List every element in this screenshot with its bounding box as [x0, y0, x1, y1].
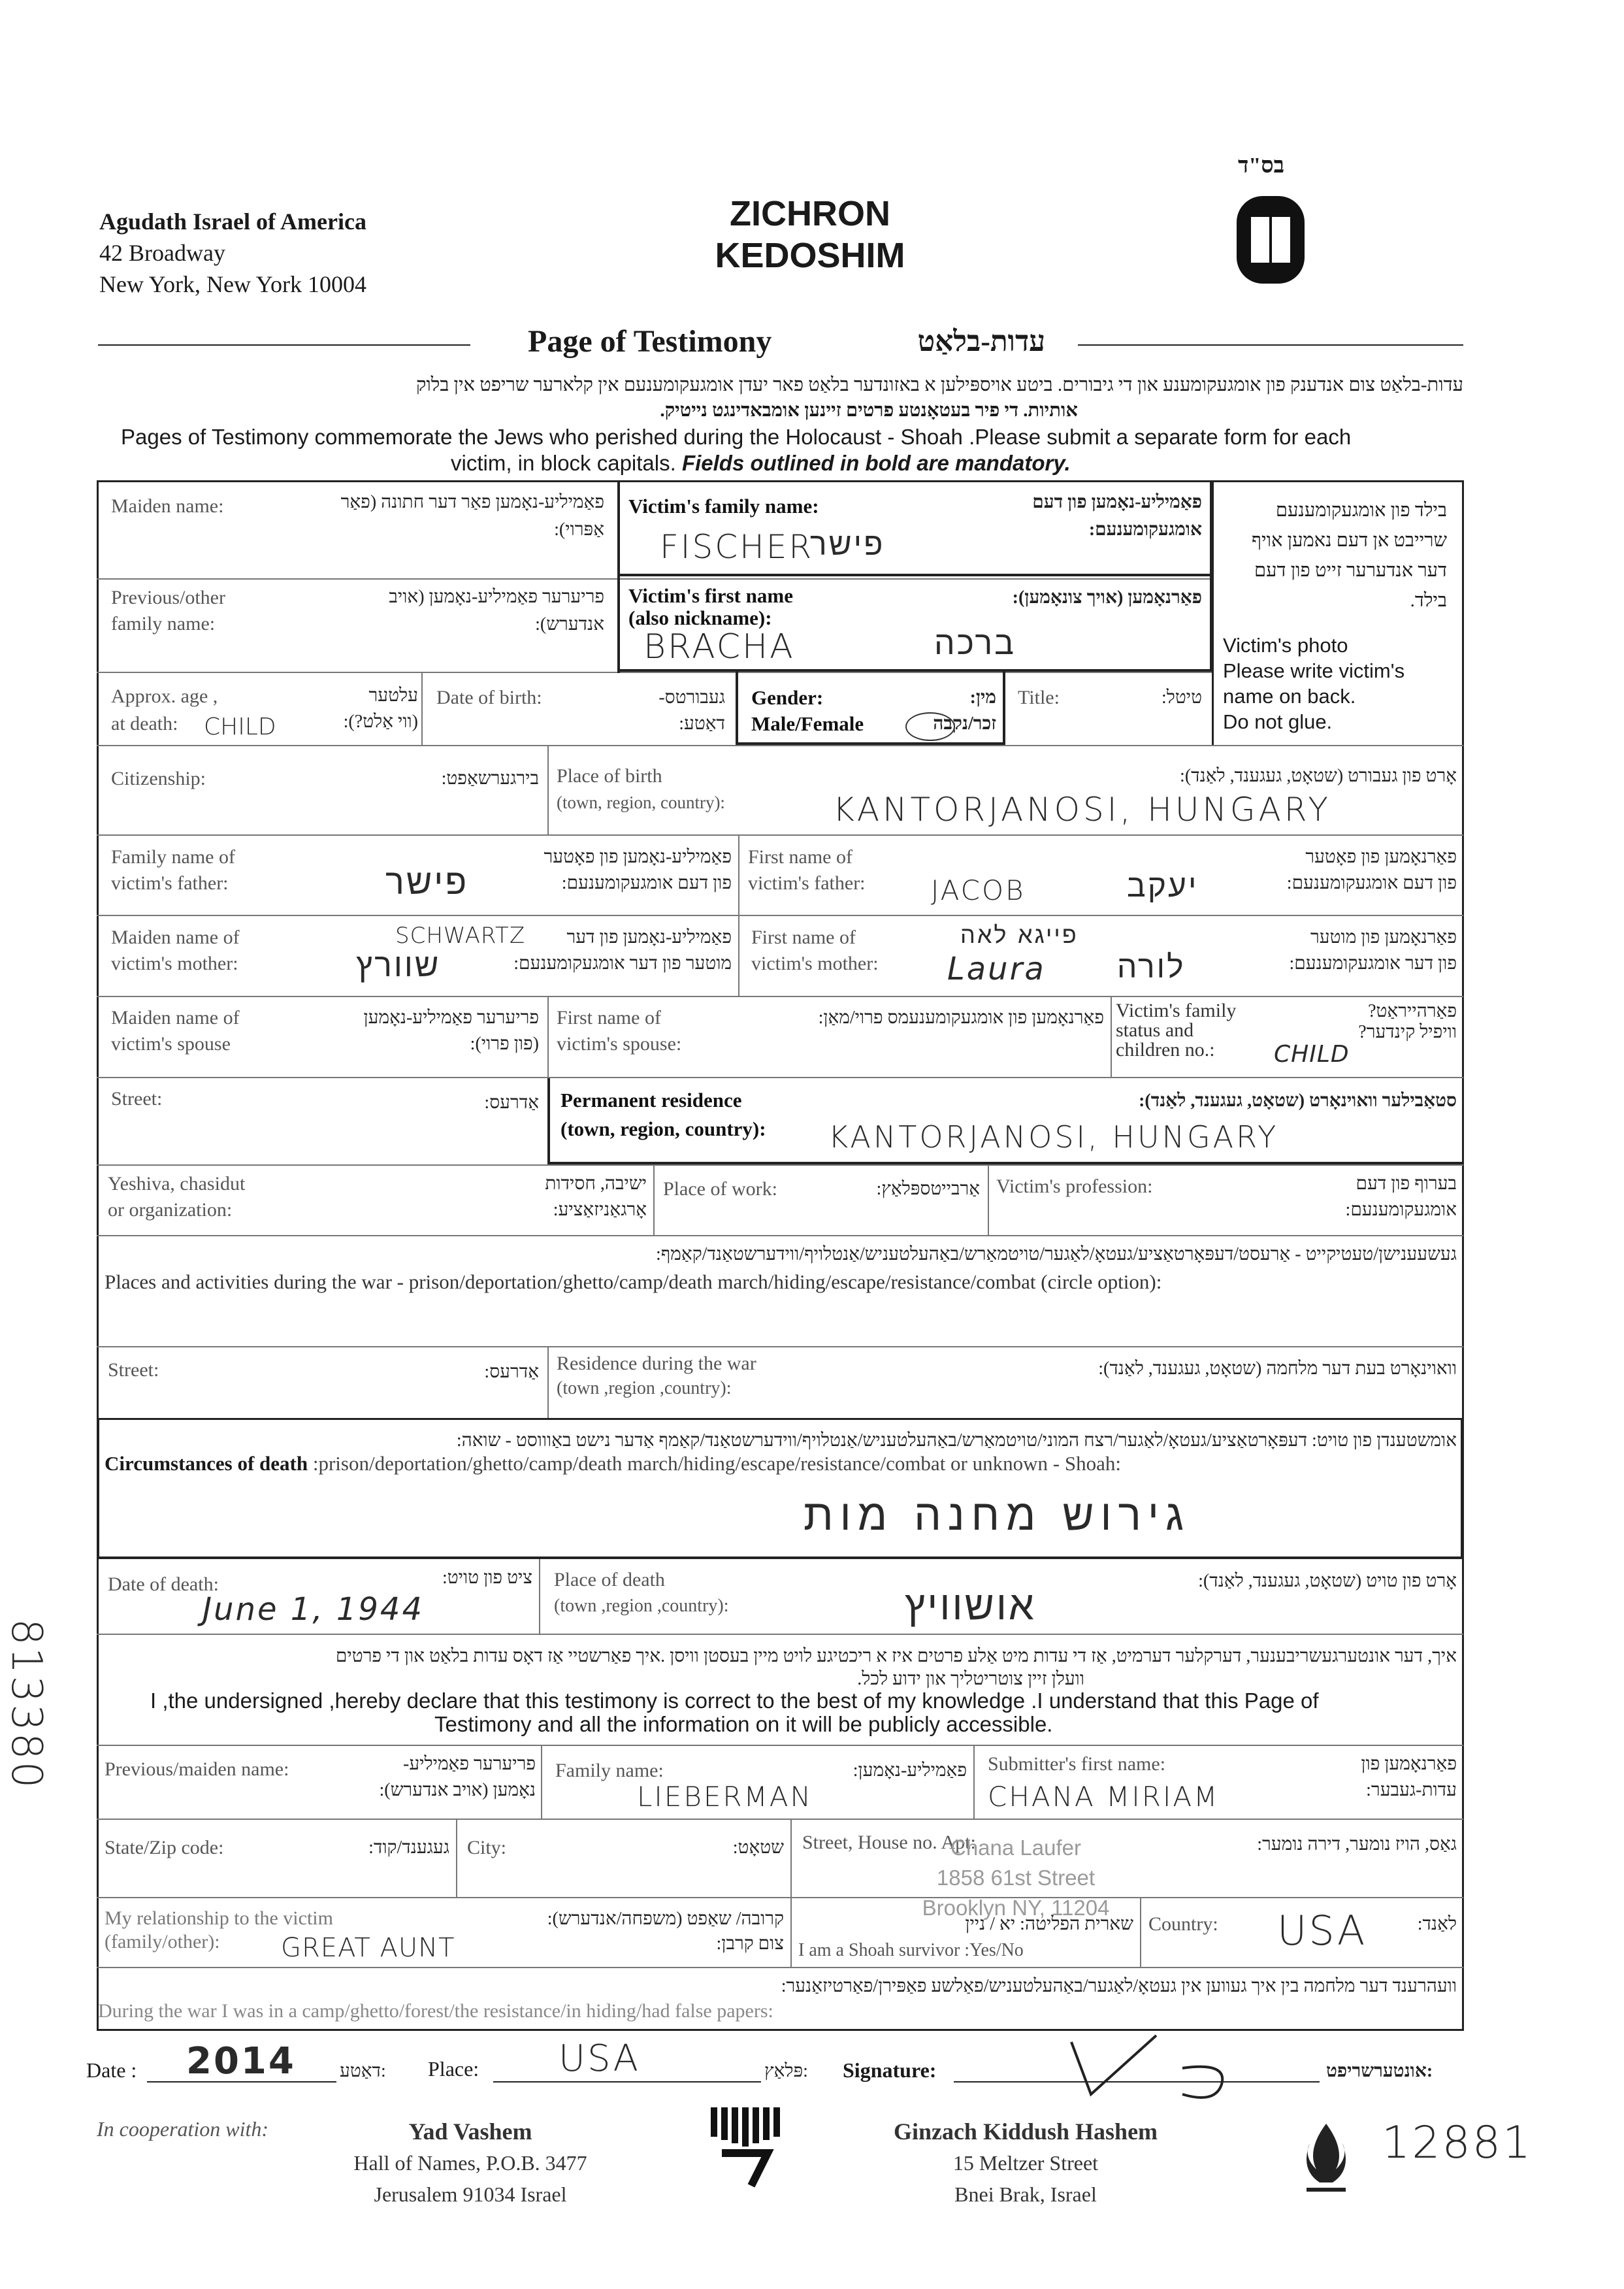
spouse-maiden-label-1: Maiden name of: [111, 1007, 240, 1029]
submitter-first-yid-2: עדות-געבער:: [1366, 1780, 1457, 1800]
father-first-value-hebrew[interactable]: יעקב: [1127, 868, 1199, 904]
birth-place-value[interactable]: KANTORJANOSI, HUNGARY: [833, 791, 1331, 829]
family-name-value[interactable]: FISCHER: [660, 528, 814, 566]
signature-mark[interactable]: [1058, 2022, 1254, 2114]
title-label: Title:: [1018, 687, 1060, 708]
prev-family-label-yid: פריערער פאַמיליע-נאָמען (אויב אנדערש):: [389, 587, 604, 634]
mother-maiden-label-2: victim's mother:: [111, 953, 238, 974]
circumstances-label-bold: Circumstances of death: [105, 1452, 308, 1475]
address-stamp: [872, 1833, 1160, 1923]
yad-vashem-address-2: Jerusalem 91034 Israel: [374, 2182, 567, 2206]
age-value[interactable]: CHILD: [204, 714, 276, 740]
ginzach-address-2: Bnei Brak, Israel: [954, 2182, 1097, 2206]
perm-res-label-yid: סטאַבילער וואוינאָרט (שטאָט, געגענד, לאַנד):: [1139, 1091, 1457, 1111]
perm-res-label: [560, 1086, 766, 1144]
intro-english-2a: victim, in block capitals.: [451, 451, 682, 475]
relationship-label-yid: [483, 1907, 784, 1956]
signature-label: Signature:: [843, 2058, 937, 2082]
stamp-line-2: 1858 61st Street: [936, 1866, 1096, 1890]
age-label: [111, 683, 218, 738]
ginzach-block: [875, 2116, 1176, 2210]
perm-res-label-1: Permanent residence: [560, 1089, 742, 1112]
citizenship-label-yid: בירגערשאַפט:: [441, 768, 539, 789]
mother-first-label-1: First name of: [751, 927, 856, 948]
relationship-value[interactable]: GREAT AUNT: [281, 1933, 455, 1963]
submitter-street-label-yid: גאַס, הויז נומער, דירה נומער:: [1257, 1834, 1457, 1854]
mother-first-label-yid-1: פאַרנאָמען פון מוטער: [1310, 927, 1457, 947]
age-label-2: at death:: [111, 713, 178, 734]
father-first-label-yid: [1228, 844, 1457, 897]
place-label-yid: פּלאַץ:: [764, 2061, 808, 2081]
birth-place-label: [557, 763, 725, 815]
death-place-label: [554, 1567, 729, 1619]
bsd-mark: בס"ד: [1238, 154, 1284, 178]
submitter-family-label-yid: פאַמיליע-נאָמען:: [853, 1760, 967, 1781]
dob-label-yid-1: געבורטס-: [658, 687, 725, 708]
org-block: [99, 206, 366, 300]
gender-circle-mark: [905, 712, 955, 741]
menorah-logo-icon: [706, 2101, 784, 2192]
street-label: Street:: [111, 1088, 163, 1110]
gender-label-yid-1: מין:: [969, 687, 996, 708]
mother-first-value[interactable]: Laura: [947, 951, 1046, 987]
submitter-first-value[interactable]: CHANA MIRIAM: [988, 1781, 1220, 1813]
yeshiva-label: [108, 1171, 245, 1223]
father-first-label: [748, 844, 866, 897]
death-date-label-yid: ציט פון טויט:: [442, 1568, 532, 1588]
ginzach-name: Ginzach Kiddush Hashem: [893, 2118, 1158, 2145]
citizenship-label: Citizenship:: [111, 768, 206, 789]
gender-label: [751, 685, 864, 737]
submitter-family-value[interactable]: LIEBERMAN: [637, 1781, 813, 1813]
photo-label-2: Please write victim's: [1223, 659, 1405, 682]
father-family-label-yid-2: פון דעם אומגעקומענעם:: [561, 873, 732, 893]
family-status-label: [1116, 1001, 1236, 1060]
age-label-yid-2: (ווי אַלט?):: [343, 712, 418, 732]
page-title-yiddish: עדות-בלאַט: [917, 325, 1045, 357]
prev-family-label: [111, 585, 225, 637]
death-place-label-1: Place of death: [554, 1569, 665, 1590]
country-value[interactable]: USA: [1277, 1907, 1367, 1954]
photo-label-1: Victim's photo: [1223, 634, 1348, 657]
family-status-label-yid-1: פאַרהייראַט?: [1368, 1001, 1457, 1021]
mother-maiden-label-yid-2: מוטער פון דער אומגעקומענעם:: [513, 953, 732, 974]
birth-place-label-yid: אָרט פון געבורט (שטאָט, געגענד, לאַנד):: [1180, 766, 1457, 786]
family-name-label: Victim's family name:: [628, 495, 819, 518]
mother-maiden-label-yid-1: פאַמיליע-נאָמען פון דער: [566, 927, 732, 947]
family-name-value-hebrew[interactable]: פישר: [810, 526, 885, 563]
family-status-label-yid: [1339, 1001, 1457, 1043]
flame-logo-icon: [1293, 2117, 1359, 2202]
mother-first-label-2: victim's mother:: [751, 953, 879, 974]
profession-label-yid: [1293, 1171, 1457, 1223]
war-street-label-yid: אַדרעס:: [484, 1362, 539, 1382]
org-address-1: 42 Broadway: [99, 240, 225, 266]
submitter-first-yid-1: פאַרנאָמען פון: [1361, 1754, 1457, 1774]
intro-yiddish-2: אותיות. די פיר בעטאָנטע פרטים זיינען אומבאדינגט נייטיק.: [660, 400, 1078, 421]
gender-label-1: Gender:: [751, 686, 824, 709]
gender-label-2: Male/Female: [751, 712, 864, 735]
mother-maiden-label-yid: [496, 925, 732, 977]
age-label-1: Approx. age ,: [111, 685, 218, 707]
death-place-label-yid: אָרט פון טויט (שטאָט, געגענד, לאַנד):: [1198, 1571, 1457, 1591]
first-name-value[interactable]: BRACHA: [643, 627, 795, 667]
submitter-family-label: Family name:: [555, 1760, 664, 1781]
place-label: Place:: [428, 2057, 479, 2081]
spouse-maiden-label-2: victim's spouse: [111, 1033, 231, 1055]
mother-first-label-yid-2: פון דער אומגעקומענעם:: [1289, 953, 1457, 974]
profession-label-yid-1: בערוף פון דעם: [1356, 1174, 1457, 1194]
spouse-maiden-label-yid: [314, 1005, 539, 1057]
father-family-label: [111, 844, 235, 897]
death-place-label-2: (town ,region ,country):: [554, 1596, 729, 1616]
father-first-label-1: First name of: [748, 846, 853, 868]
date-label-yid: דאַטע:: [340, 2061, 386, 2081]
declaration-yiddish-2: וועלן זיין צוטריטליך און ידוע לכל.: [857, 1669, 1084, 1689]
first-name-label-2: (also nickname):: [628, 606, 772, 629]
father-first-label-2: victim's father:: [748, 872, 866, 894]
perm-res-label-2: (town, region, country):: [560, 1117, 766, 1140]
first-name-label-yid: פאַרנאָמען (אויך צונאָמען):: [1012, 587, 1202, 608]
tablets-logo-icon: [1231, 189, 1310, 288]
mother-first-label-yid: [1228, 925, 1457, 977]
first-name-value-hebrew[interactable]: ברכה: [934, 624, 1016, 662]
signature-label-yid: אונטערשריפט:: [1326, 2061, 1433, 2081]
maiden-name-label: Maiden name:: [111, 495, 224, 517]
place-value[interactable]: USA: [559, 2037, 640, 2080]
country-label: Country:: [1148, 1913, 1218, 1935]
father-first-label-yid-2: פון דעם אומגעקומענעם:: [1286, 873, 1457, 893]
spouse-first-label-1: First name of: [557, 1007, 661, 1029]
war-res-label: [557, 1351, 756, 1401]
war-street-label: Street:: [108, 1359, 159, 1381]
org-name: Agudath Israel of America: [99, 208, 366, 235]
page-title: Page of Testimony: [528, 324, 772, 359]
father-first-value[interactable]: JACOB: [931, 874, 1026, 906]
during-war-label: During the war I was in a camp/ghetto/forest/the resistance/in hiding/had false papers:: [98, 2000, 773, 2022]
age-label-yid-1: עלטער: [368, 685, 418, 706]
yeshiva-label-2: or organization:: [108, 1199, 233, 1221]
title-label-yid: טיטל:: [1161, 687, 1202, 708]
birth-place-label-1: Place of birth: [557, 765, 662, 787]
submitter-prev-name-yid-2: נאָמען (אויב אנדערש):: [379, 1780, 536, 1800]
work-label: Place of work:: [663, 1178, 777, 1200]
yeshiva-label-yid: [483, 1171, 647, 1223]
father-first-label-yid-1: פאַרנאָמען פון פאָטער: [1305, 847, 1457, 867]
circumstances-value[interactable]: גירוש מחנה מות: [804, 1490, 1190, 1540]
org-address-2: New York, New York 10004: [99, 271, 367, 297]
survivor-label[interactable]: I am a Shoah survivor :Yes/No: [798, 1940, 1024, 1960]
prev-family-label-1: Previous/other: [111, 587, 225, 608]
mother-maiden-value[interactable]: SCHWARTZ: [395, 923, 526, 949]
father-family-label-1: Family name of: [111, 846, 235, 868]
yeshiva-label-1: Yeshiva, chasidut: [108, 1173, 246, 1194]
age-label-yid: [307, 683, 418, 735]
dob-label: Date of birth:: [436, 687, 542, 708]
mother-first-label: [751, 925, 879, 977]
street-label-yid: אַדרעס:: [484, 1093, 539, 1113]
intro-english-2: [451, 451, 1071, 476]
mother-first-value-hebrew[interactable]: לורה: [1117, 949, 1186, 985]
yeshiva-label-yid-2: אָרגאַניזאַציע:: [553, 1200, 647, 1220]
intro-english-1: Pages of Testimony commemorate the Jews who perished during the Holocaust - Shoah .Please submit a separate form for each: [121, 425, 1352, 449]
war-res-label-2: (town ,region ,country):: [557, 1378, 732, 1398]
father-family-label-yid: [496, 844, 732, 897]
war-res-label-1: Residence during the war: [557, 1353, 756, 1374]
yad-vashem-name: Yad Vashem: [408, 2118, 532, 2145]
declaration-yiddish-1: איך, דער אונטערגעשריבענער, דערקלער דערמיט, אַז די עדות מיט אַלע פרטים איז א ריכטיגע לויט מיין בעסטן וויסן .איך פאַרשטיי אַז דאָס עדות בלאַט און די פרטים: [335, 1646, 1457, 1666]
yeshiva-label-yid-1: ישיבה, חסידות: [545, 1174, 647, 1194]
family-status-label-2: status and: [1116, 1019, 1194, 1041]
city-label-yid: שטאָט:: [732, 1837, 784, 1858]
spouse-maiden-label-yid-2: (פון פרוי):: [470, 1034, 539, 1054]
yad-vashem-address-1: Hall of Names, P.O.B. 3477: [353, 2151, 587, 2175]
mother-maiden-label: [111, 925, 240, 977]
country-label-yid: לאַנד:: [1417, 1914, 1457, 1934]
relationship-yid-1: קרובה/ שאַפט (משפחה/אנדערש):: [547, 1909, 784, 1929]
state-zip-label-yid: געגענד/קוד:: [368, 1837, 449, 1858]
first-name-label: [628, 585, 793, 629]
death-date-label: Date of death:: [108, 1573, 219, 1595]
mother-maiden-value-hebrew[interactable]: שוורץ: [356, 946, 441, 984]
circumstances-label-yid: אומשטענדן פון טויט: דעפּאָרטאַציע/געטאָ/לאַגער/רצח המוני/טויטמאַרש/באַהעלטעניש/אַנטלויף/ווידערשטאַנד/קאַמף אַדער נישט באַוווסט - שואה:: [456, 1430, 1457, 1451]
city-label: City:: [467, 1837, 507, 1858]
spouse-first-label: [557, 1005, 681, 1057]
family-status-label-1: Victim's family: [1116, 1000, 1237, 1021]
relationship-yid-2: צום קרבן:: [716, 1934, 784, 1954]
submitter-street-label: Street, House no. Apt:: [802, 1832, 976, 1853]
declaration-english-1: I ,the undersigned ,hereby declare that this testimony is correct to the best of my knowledge .I understand that this Page of: [150, 1688, 1319, 1713]
work-label-yid: אַרבייטספּלאַץ:: [876, 1179, 980, 1199]
form-title-block: [679, 193, 941, 276]
father-family-value-hebrew[interactable]: פישר: [385, 861, 469, 902]
photo-instructions: [1223, 633, 1405, 734]
maiden-name-label-yid: פאַמיליע-נאָמען פאַר דער חתונה (פאַר אַפּרוי):: [340, 492, 604, 540]
circumstances-label: [105, 1452, 1121, 1475]
form-title-2: KEDOSHIM: [715, 236, 905, 275]
stamp-line-3: Brooklyn NY, 11204: [922, 1896, 1110, 1920]
first-name-label-1: Victim's first name: [628, 584, 793, 607]
declaration-english-2: Testimony and all the information on it will be publicly accessible.: [434, 1712, 1053, 1736]
war-places-label: Places and activities during the war - prison/deportation/ghetto/camp/death march/hiding/escape/resistance/combat (circle option):: [105, 1270, 1162, 1293]
cooperation-label: In cooperation with:: [97, 2117, 269, 2141]
family-status-label-yid-2: וויפיל קינדער?: [1358, 1022, 1457, 1042]
during-war-label-yid: וועהרענד דער מלחמה בין איך געווען אין געטאָ/לאַגער/באַהעלטעניש/פאַלשע פאַפּירן/פאַרטיזאַנער:: [781, 1976, 1457, 1996]
family-status-value[interactable]: CHILD: [1274, 1041, 1350, 1068]
spouse-maiden-label-yid-1: פריערער פאַמיליע-נאָמען: [363, 1008, 539, 1028]
date-value[interactable]: 2014: [186, 2040, 296, 2083]
circumstances-label-rest: :prison/deportation/ghetto/camp/death march/hiding/escape/resistance/combat or unknown - Shoah:: [308, 1452, 1121, 1475]
profession-label-yid-2: אומגעקומענעם:: [1345, 1200, 1457, 1220]
family-status-label-3: children no.:: [1116, 1039, 1215, 1061]
family-name-label-yid: פאַמיליע-נאָמען פון דעם אומגעקומענעם:: [1032, 492, 1202, 540]
mother-maiden-label-1: Maiden name of: [111, 927, 240, 948]
war-places-label-yid: געשעענישן/טעטיקייט - אַרעסט/דעפּאָרטאַציע/געטאָ/לאַגער/טויטמאַרש/באַהעלטעניש/אַנטלויף/ווידערשטאַנד/קאַמף:: [656, 1244, 1457, 1264]
submitter-first-label: Submitter's first name:: [988, 1753, 1166, 1775]
photo-label-3: name on back.: [1223, 685, 1356, 708]
relationship-label-2: (family/other):: [105, 1931, 220, 1952]
intro-mandatory-note: Fields outlined in bold are mandatory.: [681, 451, 1071, 475]
submitter-prev-name-label-yid: [346, 1751, 536, 1803]
submitter-prev-name-yid-1: פריערער פאַמיליע-: [403, 1754, 536, 1774]
war-res-label-yid: וואוינאָרט בעת דער מלחמה (שטאָט, געגענד, לאַנד):: [1098, 1359, 1457, 1379]
photo-instructions-yiddish: בילד פון אומגעקומענעם שרייבט אן דעם נאמען אויף דער אנדערער זייט פון דעם בילד.: [1251, 500, 1447, 611]
side-number: 813380: [2, 1619, 50, 1790]
spouse-first-label-yid: פאַרנאָמען פון אומגעקומענעמס פרוי/מאַן:: [818, 1008, 1104, 1028]
death-date-value[interactable]: June 1, 1944: [203, 1591, 424, 1628]
stamp-line-1: Chana Laufer: [950, 1836, 1081, 1860]
father-family-label-yid-1: פאַמיליע-נאָמען פון פאָטער: [544, 847, 732, 867]
dob-label-yid-2: דאַטע:: [679, 714, 725, 734]
death-place-value[interactable]: אושוויץ: [905, 1581, 1036, 1629]
ginzach-address-1: 15 Meltzer Street: [952, 2151, 1099, 2175]
father-family-label-2: victim's father:: [111, 872, 229, 894]
perm-res-value[interactable]: KANTORJANOSI, HUNGARY: [828, 1119, 1279, 1155]
relationship-label-1: My relationship to the victim: [105, 1907, 333, 1929]
dob-label-yid: [621, 685, 725, 737]
gender-label-yid-2: זכר/נקבה: [933, 714, 996, 734]
submitter-first-label-yid: [1293, 1751, 1457, 1803]
mother-first-value-hebrew-2[interactable]: פייגא לאה: [960, 922, 1079, 949]
corner-number: 12881: [1382, 2117, 1533, 2169]
date-label: Date :: [86, 2058, 137, 2082]
photo-label-4: Do not glue.: [1223, 710, 1333, 733]
profession-label: Victim's profession:: [996, 1176, 1153, 1197]
birth-place-label-2: (town, region, country):: [557, 793, 725, 812]
spouse-first-label-2: victim's spouse:: [557, 1033, 682, 1055]
survivor-label-yid: שארית הפליטה: יא / ניין: [965, 1914, 1133, 1934]
prev-family-label-2: family name:: [111, 613, 216, 634]
intro-yiddish-1: עדות-בלאַט צום אנדענק פון אומגעקומענע און די גיבורים. ביטע אויספּילען א באזונדער בלאַט פאר יעדן אומגעקומענעם אין קלארער שריפט אין בלוק: [415, 374, 1463, 395]
submitter-prev-name-label: Previous/maiden name:: [105, 1758, 289, 1780]
yad-vashem-block: [353, 2116, 588, 2210]
form-title-1: ZICHRON: [730, 194, 890, 233]
state-zip-label: State/Zip code:: [105, 1837, 224, 1858]
spouse-maiden-label: [111, 1005, 240, 1057]
